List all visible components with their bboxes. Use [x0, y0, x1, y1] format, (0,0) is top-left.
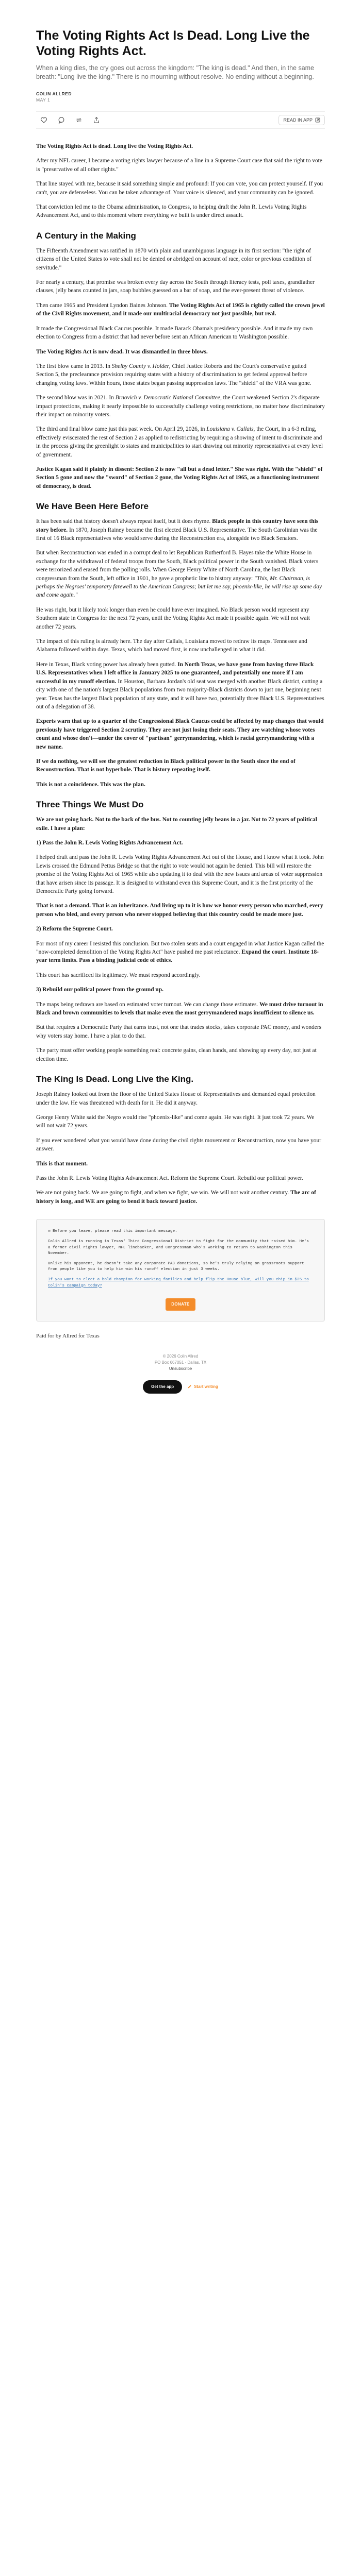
- paragraph: 1) Pass the John R. Lewis Voting Rights Advancement Act.: [36, 839, 183, 846]
- read-in-app-button[interactable]: READ IN APP: [278, 115, 325, 125]
- mailing-address: PO Box 667051 · Dallas, TX: [154, 1360, 207, 1365]
- footer: [36, 1353, 325, 1394]
- section-heading: Three Things We Must Do: [36, 800, 144, 810]
- paragraph: That line stayed with me, because it said something simple and profound: If you can vote, you can protect yourself. If you can't, you are defenseless. You can be taken advantage of. Your voice is silenced, and your community can be ignored.: [36, 181, 323, 196]
- paragraph: The first blow came in 2013. In Shelby County v. Holder, Chief Justice Roberts and the Court's conservative gutted Section 5, the preclearance provision requiring states with a history of discrimination to get federal approval before changing voting laws. Within hours, those states began passing suppression laws. The "shield" of the VRA was gone.: [36, 363, 311, 386]
- copyright: © 2026 Colin Allred: [162, 1353, 199, 1359]
- post-date: MAY 1: [36, 97, 51, 103]
- paragraph: But that requires a Democratic Party that earns trust, not one that trades stocks, takes corporate PAC money, and wonders why voters stay home. I have a plan to do that.: [36, 1024, 322, 1039]
- section-heading: The King Is Dead. Long Live the King.: [36, 1074, 194, 1084]
- post-actions-bar: [36, 111, 325, 129]
- paragraph: 2) Reform the Supreme Court.: [36, 926, 113, 933]
- paragraph: The Voting Rights Act is dead. Long live the Voting Rights Act.: [36, 143, 193, 149]
- paragraph: It made the Congressional Black Caucus possible. It made Barack Obama's presidency possible. And it made my own election to Congress from a district that had never before sent an African American to Washington possible.: [36, 325, 313, 341]
- action-icons: [36, 114, 102, 126]
- paragraph: We are not going back. We are going to fight, and when we fight, we win. We will not wait another century. The arc of history is long, and WE are going to bend it back toward justice.: [36, 1190, 316, 1205]
- heart-icon[interactable]: [38, 114, 50, 126]
- paragraph: 3) Rebuild our political power from the ground up.: [36, 987, 163, 993]
- paragraph: This is not a coincidence. This was the plan.: [36, 781, 145, 788]
- campaign-message-box: [36, 1219, 325, 1321]
- paragraph: That conviction led me to the Obama administration, to Congress, to helping draft the John R. Lewis Voting Rights Advancement Act, and to this moment where everything we built is under direct assault.: [36, 204, 307, 219]
- paragraph: For nearly a century, that promise was broken every day across the South through literacy tests, poll taxes, grandfather clauses, jelly beans counted in jars, soap bubbles guessed on a bar of soap, and the ever-present threat of violence.: [36, 279, 315, 294]
- start-writing-link[interactable]: Start writing: [187, 1384, 218, 1390]
- post-body: [36, 142, 325, 1206]
- restack-icon[interactable]: [73, 114, 85, 126]
- message-intro: ✉ Before you leave, please read this important message.: [48, 1229, 177, 1234]
- paragraph: The impact of this ruling is already here. The day after Callais, Louisiana moved to redraw its maps. Tennessee and Alabama followed within days. Texas, which had moved first, is now unchallenged in what it did.: [36, 638, 307, 653]
- paragraph: Here in Texas, Black voting power has already been gutted. In North Texas, we have gone from having three Black U.S. Representatives when I left office in January 2025 to one guaranteed, and potentially one more if I am successful in my runoff election. In Houston, Barbara Jordan's old seat was merged with another Black district, cutting a city with one of the nation's largest Black populations from two majority-Black districts down to just one, beginning next year. Texas has the largest Black population of any state, and it will have two, potentially three Black U.S. Representatives out of a delegation of 38.: [36, 661, 324, 710]
- unsubscribe-link[interactable]: Unsubscribe: [169, 1366, 192, 1371]
- paragraph: The Voting Rights Act is now dead. It was dismantled in three blows.: [36, 348, 208, 355]
- message-paragraph: Colin Allred is running in Texas' Third Congressional District to fight for the community that raised him. He's a former civil rights lawyer, NFL linebacker, and Congressman who's working to return to Washington this November.: [48, 1240, 309, 1256]
- post-title: The Voting Rights Act Is Dead. Long Live the Voting Rights Act.: [36, 28, 310, 58]
- paragraph: It has been said that history doesn't always repeat itself, but it does rhyme. Black people in this country have seen this story before. In 1870, Joseph Rainey became the first elected Black U.S. Representative. The South Carolinian was the first of 16 Black representatives who would serve during the Reconstruction era, alongside two Black Senators.: [36, 518, 319, 541]
- pencil-icon: [187, 1384, 192, 1389]
- paragraph: For most of my career I resisted this conclusion. But two stolen seats and a court engaged in what Justice Kagan called the "now-completed demolition of the Voting Rights Act" have pushed me past reluctance. Expand the court. Institute 18-year term limits. Pass a binding judicial code of ethics.: [36, 940, 324, 964]
- section-heading: We Have Been Here Before: [36, 501, 149, 512]
- paragraph: The Fifteenth Amendment was ratified in 1870 with plain and unambiguous language in its first section: "the right of citizens of the United States to vote shall not be denied or abridged on account of race, color or previous condition of servitude.": [36, 247, 311, 271]
- paragraph: Justice Kagan said it plainly in dissent: Section 2 is now "all but a dead letter." She was right. With the "shield" of Section 5 gone and now the "sword" of Section 2 gone, the Voting Rights Act of 1965, as a functioning instrument of democracy, is dead.: [36, 466, 323, 489]
- paragraph: The maps being redrawn are based on estimated voter turnout. We can change those estimates. We must drive turnout in Black and brown communities to levels that make even the most gerrymandered maps insufficient to silence us.: [36, 1001, 323, 1016]
- paragraph: That is not a demand. That is an inheritance. And living up to it is how we honor every person who marched, every person who bled, and every person who never stopped believing that this country could be made more just.: [36, 903, 323, 918]
- author-name[interactable]: COLIN ALLRED: [36, 91, 72, 96]
- paragraph: If you ever wondered what you would have done during the civil rights movement or Reconstruction, now you have your answer.: [36, 1137, 321, 1153]
- section-heading: A Century in the Making: [36, 230, 136, 241]
- paragraph: Joseph Rainey looked out from the floor of the United States House of Representatives and demanded equal protection under the law. He was threatened with death for it. He did it anyway.: [36, 1091, 316, 1106]
- message-link[interactable]: If you want to elect a bold champion for working families and help flip the House blue, will you chip in $25 to Colin's campaign today?: [48, 1278, 309, 1288]
- paragraph: Then came 1965 and President Lyndon Baines Johnson. The Voting Rights Act of 1965 is rightly called the crown jewel of the Civil Rights movement, and it made our multiracial democracy not just possible, but real.: [36, 302, 325, 317]
- get-app-button[interactable]: Get the app: [143, 1380, 182, 1394]
- paragraph: But when Reconstruction was ended in a corrupt deal to let Republican Rutherford B. Hayes take the White House in exchange for the withdrawal of federal troops from the South, Black political power in the South vanished. Black voters were terrorized and erased from the polling rolls. When George Henry White of North Carolina, the last Black congressman from the South, left office in 1901, he gave a prophetic line to history anyway: "This, Mr. Chairman, is perhaps the Negroes' temporary farewell to the American Congress; but let me say, phoenix-like, he will rise up some day and come again.": [36, 550, 322, 599]
- byline: [36, 91, 325, 103]
- paragraph: This is that moment.: [36, 1160, 88, 1167]
- paid-for-disclaimer: Paid for by Allred for Texas: [36, 1332, 100, 1339]
- paragraph: He was right, but it likely took longer than even he could have ever imagined. No Black person would represent any Southern state in Congress for the next 72 years, until the Voting Rights Act made it possible again. We will not wait another 72 years.: [36, 606, 310, 630]
- paragraph: I helped draft and pass the John R. Lewis Voting Rights Advancement Act out of the House, and I know what it took. John Lewis crossed the Edmund Pettus Bridge so that the right to vote would not again be denied. This bill will restore the promise of the Voting Rights Act of 1965 while also updating it to deal with the new issues and areas of voter suppression that have arisen since its passage. It is designed to withstand even this Supreme Court, and it is the first priority of the Democratic Party going forward.: [36, 854, 324, 894]
- paragraph: If we do nothing, we will see the greatest reduction in Black political power in the South since the end of Reconstruction. That is not hyperbole. That is history repeating itself.: [36, 758, 296, 773]
- post-subtitle: When a king dies, the cry goes out across the kingdom: "The king is dead." And then, in the same breath: "Long live the king." There is no mourning without resolve. No ending without a beginning.: [36, 64, 315, 80]
- comment-icon[interactable]: [56, 114, 67, 126]
- donate-button[interactable]: DONATE: [166, 1298, 195, 1311]
- paragraph: Experts warn that up to a quarter of the Congressional Black Caucus could be affected by map changes that would previously have triggered Section 2 scrutiny. They are not just losing their seats. They are watching whose votes count and whose don't—under the cover of "partisan" gerrymandering, which is racial gerrymandering with a new name.: [36, 718, 324, 750]
- app-promo-bar: [36, 1380, 325, 1394]
- paragraph: The second blow was in 2021. In Brnovich v. Democratic National Committee, the Court weakened Section 2's disparate impact protections, making it nearly impossible to successfully challenge voting restrictions, no matter how discriminatory their impact on minority voters.: [36, 395, 325, 418]
- paragraph: After my NFL career, I became a voting rights lawyer because of a line in a Supreme Court case that said the right to vote is "preservative of all other rights.": [36, 158, 322, 173]
- paragraph: The third and final blow came just this past week. On April 29, 2026, in Louisiana v. Callais, the Court, in a 6-3 ruling, effectively eviscerated the rest of Section 2 as applied to redistricting by requiring a showing of intent to discriminate and in the process giving the greenlight to states and municipalities to start drawing out minority representatives at every level of government.: [36, 426, 323, 458]
- paragraph: We are not going back. Not to the back of the bus. Not to counting jelly beans in a jar. Not to 72 years of political exile. I have a plan:: [36, 817, 317, 832]
- share-icon[interactable]: [91, 114, 102, 126]
- paragraph: Pass the John R. Lewis Voting Rights Advancement Act. Reform the Supreme Court. Rebuild our political power.: [36, 1175, 303, 1181]
- paragraph: This court has sacrificed its legitimacy. We must respond accordingly.: [36, 972, 201, 978]
- paragraph: George Henry White said the Negro would rise "phoenix-like" and come again. He was right. It just took 72 years. We will not wait 72 years.: [36, 1114, 315, 1129]
- app-icon: [315, 117, 320, 123]
- paragraph: The party must offer working people something real: concrete gains, clean hands, and showing up every day, not just at election time.: [36, 1047, 317, 1062]
- message-paragraph: Unlike his opponent, he doesn't take any corporate PAC donations, so he's truly relying on grassroots support from people like you to help him win his runoff election in just 3 weeks.: [48, 1261, 304, 1272]
